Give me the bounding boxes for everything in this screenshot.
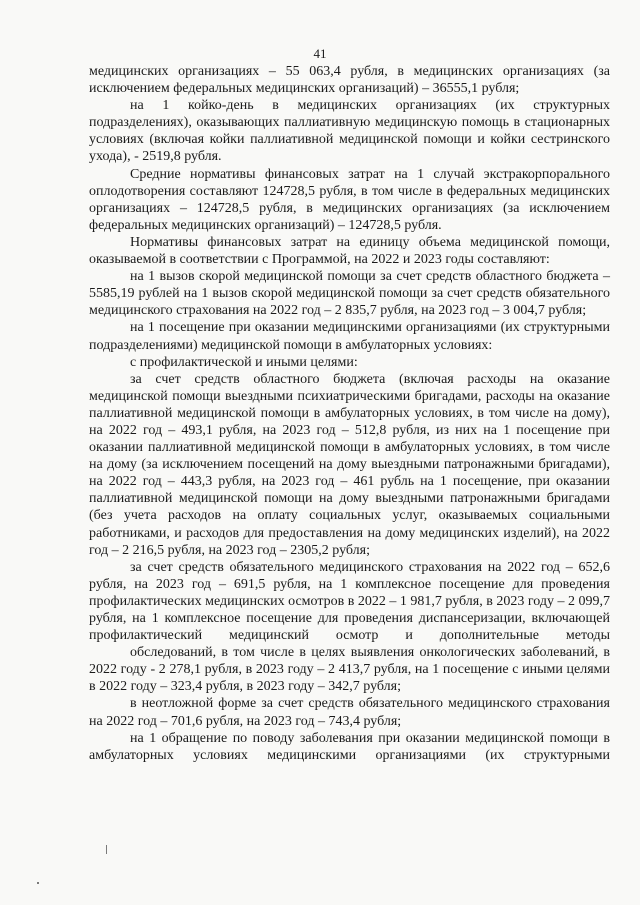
page-number: 41: [313, 46, 327, 61]
paragraph-urgent-care: в неотложной форме за счет средств обязательного медицинского страхования на 2022 год – 701,6 рубля, на 2023 год – 743,4 рубля;: [89, 696, 610, 729]
paragraph-ivf-costs: Средние нормативы финансовых затрат на 1 случай экстракорпорального оплодотворения составляют 124728,5 рубля, в том числе в федеральных медицинских организациях – 124728,5 рубля, в медицинских организациях (за исключением федеральных медицинских организаций) – 124728,5 рубля.: [89, 166, 610, 233]
paragraph-outpatient-visit: на 1 посещение при оказании медицинскими организациями (их структурными подразделениями) медицинской помощи в амбулаторных условиях:: [89, 320, 610, 353]
paragraph-inpatient-costs: медицинских организациях – 55 063,4 рубля, в медицинских организациях (за исключением федеральных медицинских организаций) – 36555,1 рубля;: [89, 64, 610, 97]
paragraph-ambulance-call: на 1 вызов скорой медицинской помощи за счет средств областного бюджета – 5585,19 рублей на 1 вызов скорой медицинской помощи за счет средств обязательного медицинского страхования на 2022 год – 2 835,7 рубля, на 2023 год – 3 004,7 рубля;: [89, 269, 610, 319]
paragraph-palliative-bed-day: на 1 койко-день в медицинских организациях (их структурных подразделениях), оказывающих паллиативную медицинскую помощь в стационарных условиях (включая койки паллиативной медицинской помощи и койки сестринского ухода), - 2519,8 рубля.: [89, 98, 610, 165]
scan-artifact-mark: [106, 845, 107, 854]
paragraph-unit-cost-intro: Нормативы финансовых затрат на единицу объема медицинской помощи, оказываемой в соответствии с Программой, на 2022 и 2023 годы составляют:: [89, 234, 610, 268]
scan-artifact-dot: [37, 882, 39, 884]
paragraph-examinations: обследований, в том числе в целях выявления онкологических заболеваний, в 2022 году - 2 278,1 рубля, в 2023 году – 2 413,7 рубля, на 1 посещение с иными целями в 2022 году – 323,4 рубля, в 2023 году – 342,7 рубля;: [89, 645, 610, 695]
paragraph-disease-appeal: на 1 обращение по поводу заболевания при оказании медицинской помощи в амбулаторных условиях медицинскими организациями (их структурными: [89, 730, 610, 763]
paragraph-preventive-purposes: с профилактической и иными целями:: [130, 354, 358, 370]
document-body: [89, 63, 610, 764]
paragraph-oms-funds: за счет средств обязательного медицинского страхования на 2022 год – 652,6 рубля, на 2023 год – 691,5 рубля, на 1 комплексное посещение для проведения профилактических медицинских осмотров в 2022 – 1 981,7 рубля, в 2023 году – 2 099,7 рубля, на 1 комплексное посещение для проведения диспансеризации, включающей профилактический медицинский осмотр и дополнительные методы: [89, 559, 610, 644]
paragraph-regional-budget: за счет средств областного бюджета (включая расходы на оказание медицинской помощи выездными психиатрическими бригадами, расходы на оказание паллиативной медицинской помощи в амбулаторных условиях, в том числе на дому), на 2022 год – 493,1 рубля, на 2023 год – 512,8 рубля, из них на 1 посещение при оказании паллиативной медицинской помощи в амбулаторных условиях, в том числе на дому (за исключением посещений на дому выездными патронажными бригадами), на 2022 год – 443,3 рубля, на 2023 год – 461 рубль на 1 посещение, при оказании паллиативной медицинской помощи на дому выездными патронажными бригадами (без учета расходов на оплату социальных услуг, оказываемых социальными работниками, и расходов для предоставления на дому медицинских изделий), на 2022 год – 2 216,5 рубля, на 2023 год – 2305,2 рубля;: [89, 371, 610, 558]
